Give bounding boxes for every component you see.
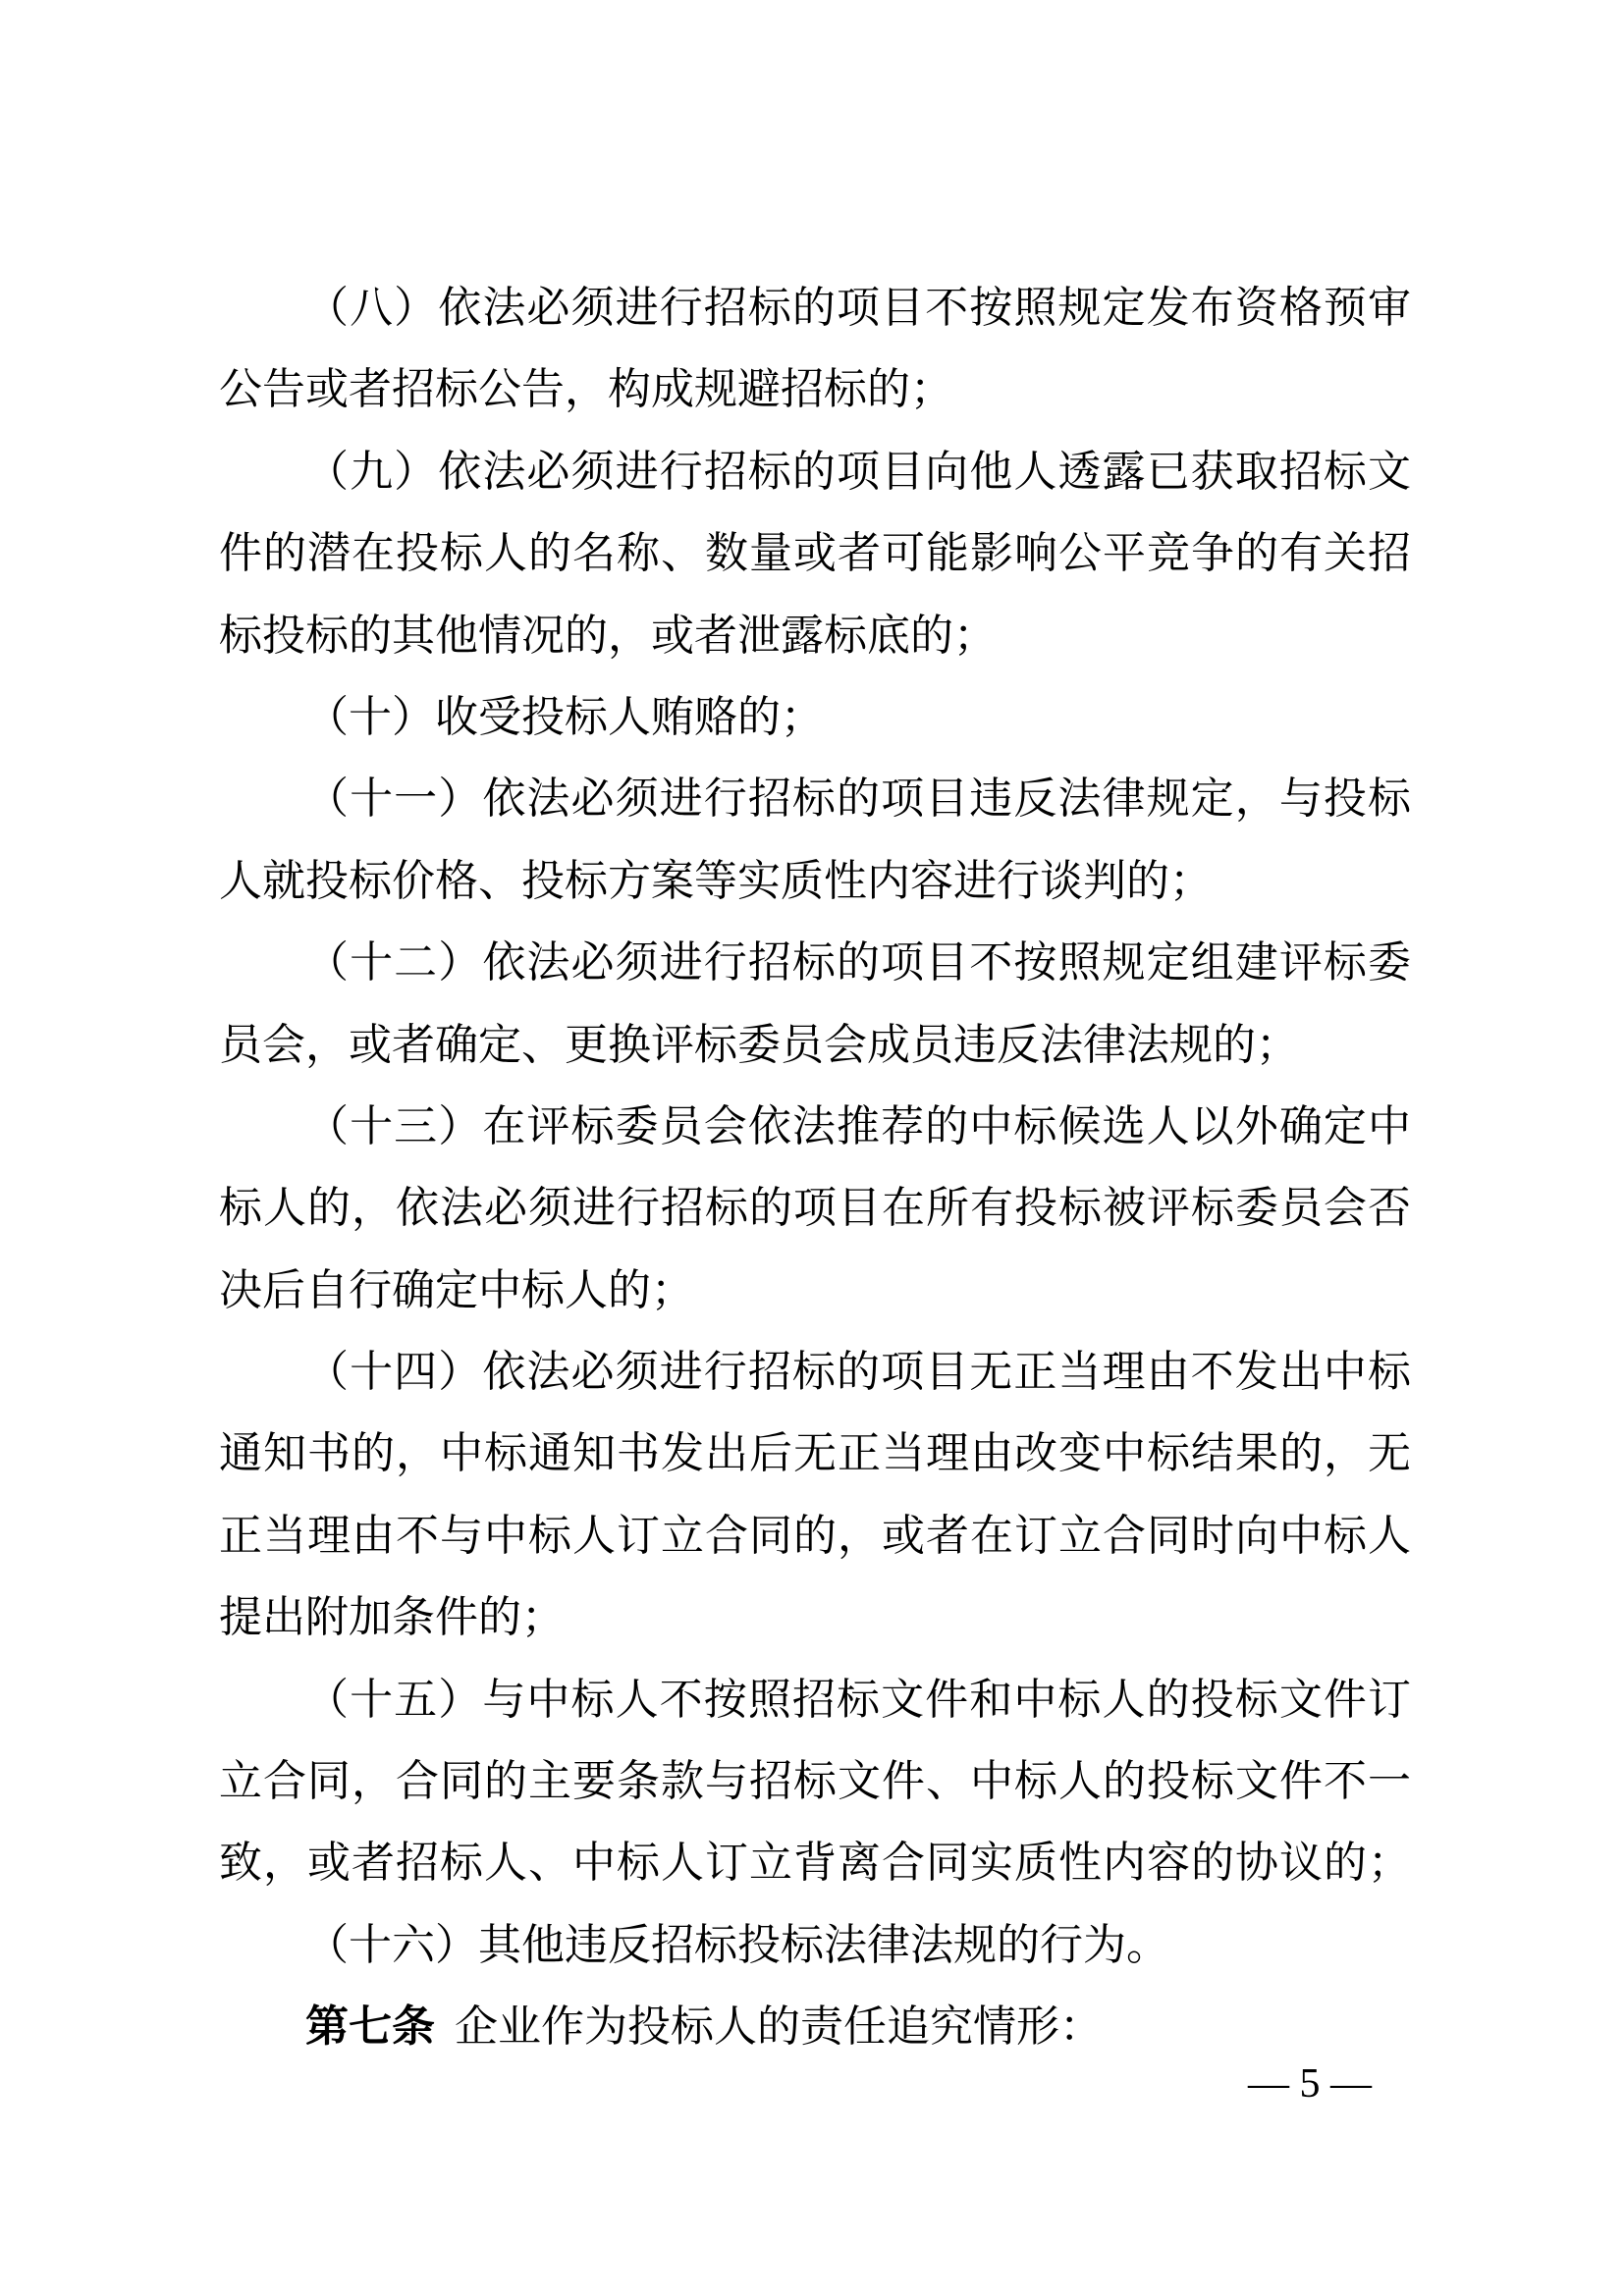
text-line: 人就投标价格、投标方案等实质性内容进行谈判的； [219,856,1213,905]
text-line: （十一）依法必须进行招标的项目违反法律规定，与投标 [305,774,1411,824]
text-line: （十）收受投标人贿赂的； [305,692,824,741]
text-line: （八）依法必须进行招标的项目不按照规定发布资格预审 [305,284,1411,332]
text-line: 正当理由不与中标人订立合同的，或者在订立合同时向中标人 [219,1511,1411,1560]
page-number: — 5 — [1248,2061,1372,2107]
text-line: 致，或者招标人、中标人订立背离合同实质性内容的协议的； [219,1839,1411,1888]
text-line: 通知书的，中标通知书发出后无正当理由改变中标结果的，无 [219,1429,1411,1478]
text-line: 员会，或者确定、更换评标委员会成员违反法律法规的； [219,1020,1299,1069]
text-line: （十四）依法必须进行招标的项目无正当理由不发出中标 [305,1348,1411,1397]
text-line: 件的潜在投标人的名称、数量或者可能影响公平竞争的有关招 [219,529,1411,578]
article-7-heading [219,1986,1411,2067]
text-line: 标投标的其他情况的，或者泄露标底的； [219,611,997,660]
text-line: 决后自行确定中标人的； [219,1265,694,1314]
text-line: （十六）其他违反招标投标法律法规的行为。 [305,1920,1169,1969]
text-line: 提出附加条件的； [219,1593,565,1642]
text-line: （十三）在评标委员会依法推荐的中标候选人以外确定中 [305,1101,1411,1150]
article-number: 第七条 [305,2002,435,2052]
text-line: 立合同，合同的主要条款与招标文件、中标人的投标文件不一 [219,1757,1411,1806]
text-line: （十二）依法必须进行招标的项目不按照规定组建评标委 [305,938,1411,988]
text-line: （九）依法必须进行招标的项目向他人透露已获取招标文 [305,447,1411,496]
article-title: 企业作为投标人的责任追究情形： [455,2002,1103,2052]
text-line: 公告或者招标公告，构成规避招标的； [219,365,953,414]
text-line: 标人的，依法必须进行招标的项目在所有投标被评标委员会否 [219,1184,1411,1233]
text-line: （十五）与中标人不按照招标文件和中标人的投标文件订 [305,1675,1411,1724]
body-text [219,267,1411,2068]
